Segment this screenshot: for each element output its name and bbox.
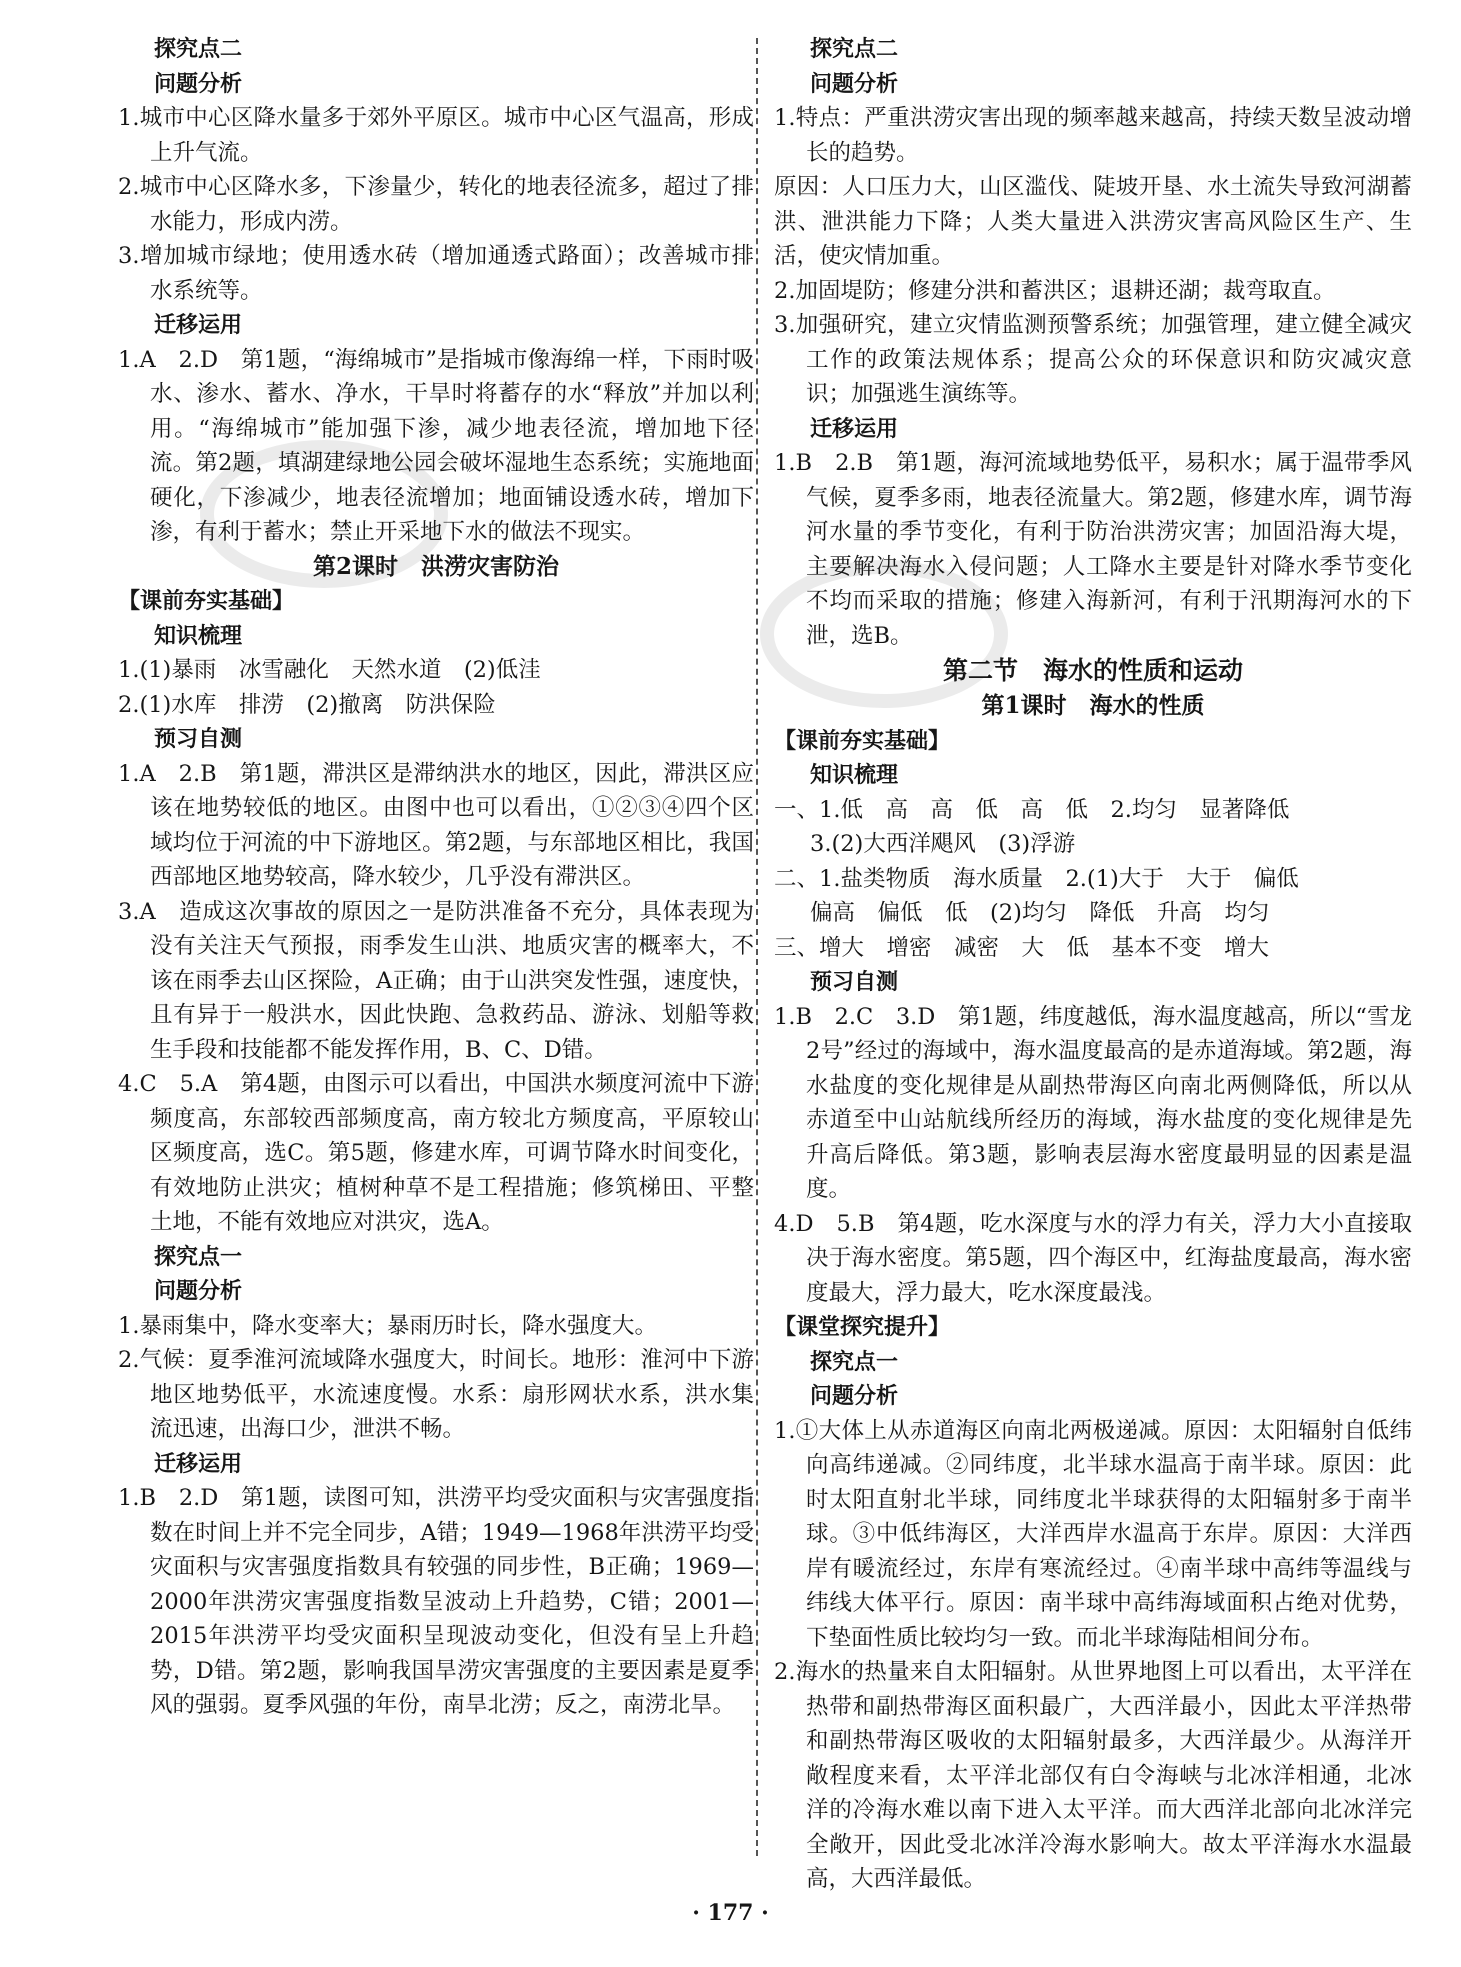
answer-paragraph: 3.加强研究，建立灾情监测预警系统；加强管理，建立健全减灾工作的政策法规体系；提高公众的环保意识和防灾减灾意识；加强逃生演练等。 [774, 312, 1412, 407]
problem-analysis-heading: 问题分析 [810, 1383, 899, 1409]
answer-paragraph: 1.B 2.B 第1题，海河流域地势低平，易积水；属于温带季风气候，夏季多雨，地表径流量大。第2题，修建水库，调节海河水量的季节变化，有利于防治洪涝灾害；加固沿海大堤，主要解决海水入侵问题；人工降水主要是针对降水季节变化不均而采取的措施；修建入海新河，有利于汛期海河水的下泄，选B。 [774, 450, 1412, 649]
transfer-practice-heading: 迁移运用 [154, 1450, 243, 1477]
answer-paragraph: 1.B 2.C 3.D 第1题，纬度越低，海水温度越高，所以“雪龙2号”经过的海域中，海水温度最高的是赤道海域。第2题，海水盐度的变化规律是从副热带海区向南北两侧降低，所以从赤道至中山站航线所经历的海域，海水盐度的变化规律是先升高后降低。第3题，影响表层海水密度最明显的因素是温度。 [774, 1003, 1412, 1202]
transfer-practice-heading: 迁移运用 [810, 415, 899, 442]
preview-test-heading: 预习自测 [810, 969, 899, 995]
column-divider [756, 38, 758, 1856]
problem-analysis-heading: 问题分析 [154, 1278, 243, 1304]
section-bracket-heading: 【课堂探究提升】 [774, 1314, 951, 1340]
knowledge-line: 偏高 偏低 低 (2)均匀 降低 升高 均匀 [810, 900, 1270, 926]
answer-paragraph: 1.城市中心区降水量多于郊外平原区。城市中心区气温高，形成上升气流。 [118, 105, 754, 166]
section-bracket-heading: 【课前夯实基础】 [774, 727, 951, 754]
knowledge-line: 一、1.低 高 高 低 高 低 2.均匀 显著降低 [774, 796, 1290, 823]
answer-paragraph: 4.D 5.B 第4题，吃水深度与水的浮力有关，浮力大小直接取决于海水密度。第5题，四个海区中，红海盐度最高，海水密度最大，浮力最大，吃水深度最浅。 [774, 1210, 1412, 1306]
answer-paragraph: 3.增加城市绿地；使用透水砖（增加通透式路面）；改善城市排水系统等。 [118, 243, 754, 304]
explore-point-two-heading: 探究点二 [810, 36, 899, 62]
section-title: 第二节 海水的性质和运动 [942, 656, 1243, 685]
answer-paragraph: 1.①大体上从赤道海区向南北两极递减。原因：太阳辐射自低纬向高纬递减。②同纬度，北半球水温高于南半球。原因：此时太阳直射北半球，同纬度北半球获得的太阳辐射多于南半球。③中低纬海区，大洋西岸水温高于东岸。原因：大洋西岸有暖流经过，东岸有寒流经过。④南半球中高纬等温线与纬线大体平行。原因：南半球中高纬海域面积占绝对优势，下垫面性质比较均匀一致。而北半球海陆相间分布。 [774, 1417, 1412, 1651]
explore-point-one-heading: 探究点一 [154, 1243, 243, 1270]
answer-paragraph: 原因：人口压力大，山区滥伐、陡坡开垦、水土流失导致河湖蓄洪、泄洪能力下降；人类大量进入洪涝灾害高风险区生产、生活，使灾情加重。 [774, 174, 1412, 269]
lesson-title: 第1课时 海水的性质 [981, 692, 1205, 719]
answer-paragraph: 1.B 2.D 第1题，读图可知，洪涝平均受灾面积与灾害强度指数在时间上并不完全同步，A错；1949—1968年洪涝平均受灾面积与灾害强度指数具有较强的同步性，B正确；1969—2000年洪涝灾害强度指数呈波动上升趋势，C错；2001—2015年洪涝平均受灾面积呈现波动变化，但没有呈上升趋势，D错。第2题，影响我国旱涝灾害强度的主要因素是夏季风的强弱。夏季风强的年份，南旱北涝；反之，南涝北旱。 [118, 1485, 754, 1718]
section-bracket-heading: 【课前夯实基础】 [118, 588, 295, 614]
knowledge-line: 3.(2)大西洋飓风 (3)浮游 [810, 831, 1076, 857]
answer-paragraph: 2.气候：夏季淮河流域降水强度大，时间长。地形：淮河中下游地区地势低平，水流速度慢。水系：扇形网状水系，洪水集流迅速，出海口少，泄洪不畅。 [118, 1347, 754, 1442]
transfer-practice-heading: 迁移运用 [154, 312, 243, 338]
explore-point-two-heading: 探究点二 [154, 36, 243, 62]
problem-analysis-heading: 问题分析 [810, 70, 899, 97]
preview-test-heading: 预习自测 [154, 726, 243, 752]
knowledge-line: 1.(1)暴雨 冰雪融化 天然水道 (2)低洼 [118, 657, 541, 683]
answer-paragraph: 1.暴雨集中，降水变率大；暴雨历时长，降水强度大。 [118, 1312, 657, 1339]
answer-paragraph: 3.A 造成这次事故的原因之一是防洪准备不充分，具体表现为没有关注天气预报，雨季发生山洪、地质灾害的概率大，不该在雨季去山区探险，A正确；由于山洪突发性强，速度快，且有异于一般洪水，因此快跑、急救药品、游泳、划船等救生手段和技能都不能发挥作用，B、C、D错。 [118, 898, 754, 1063]
answer-paragraph: 1.A 2.D 第1题，“海绵城市”是指城市像海绵一样，下雨时吸水、渗水、蓄水、净水，干旱时将蓄存的水“释放”并加以利用。“海绵城市”能加强下渗，减少地表径流，增加地下径流。第2题，填湖建绿地公园会破坏湿地生态系统；实施地面硬化，下渗减少，地表径流增加；地面铺设透水砖，增加下渗，有利于蓄水；禁止开采地下水的做法不现实。 [118, 346, 754, 545]
answer-paragraph: 2.加固堤防；修建分洪和蓄洪区；退耕还湖；裁弯取直。 [774, 277, 1336, 304]
left-column [118, 32, 754, 1723]
answer-paragraph: 2.海水的热量来自太阳辐射。从世界地图上可以看出，太平洋在热带和副热带海区面积最广，大西洋最小，因此太平洋热带和副热带海区吸收的太阳辐射最多，大西洋最少。从海洋开敞程度来看，太平洋北部仅有白令海峡与北冰洋相通，北冰洋的冷海水难以南下进入太平洋。而大西洋北部向北冰洋完全敞开，因此受北冰洋冷海水影响大。故太平洋海水水温最高，大西洋最低。 [774, 1659, 1412, 1892]
answer-paragraph: 1.特点：严重洪涝灾害出现的频率越来越高，持续天数呈波动增长的趋势。 [774, 105, 1412, 166]
knowledge-line: 2.(1)水库 排涝 (2)撤离 防洪保险 [118, 691, 496, 718]
explore-point-one-heading: 探究点一 [810, 1348, 899, 1375]
page-number: · 177 · [692, 1900, 769, 1926]
right-column [774, 32, 1412, 1897]
knowledge-line: 二、1.盐类物质 海水质量 2.(1)大于 大于 偏低 [774, 865, 1299, 892]
knowledge-review-heading: 知识梳理 [154, 622, 243, 649]
knowledge-review-heading: 知识梳理 [810, 762, 899, 788]
problem-analysis-heading: 问题分析 [154, 70, 243, 97]
lesson-title: 第2课时 洪涝灾害防治 [312, 552, 559, 580]
answer-paragraph: 2.城市中心区降水多，下渗量少，转化的地表径流多，超过了排水能力，形成内涝。 [118, 174, 754, 235]
knowledge-line: 三、增大 增密 减密 大 低 基本不变 增大 [774, 934, 1270, 961]
answer-paragraph: 1.A 2.B 第1题，滞洪区是滞纳洪水的地区，因此，滞洪区应该在地势较低的地区。由图中也可以看出，①②③④四个区域均位于河流的中下游地区。第2题，与东部地区相比，我国西部地区地势较高，降水较少，几乎没有滞洪区。 [118, 760, 754, 890]
answer-paragraph: 4.C 5.A 第4题，由图示可以看出，中国洪水频度河流中下游频度高，东部较西部频度高，南方较北方频度高，平原较山区频度高，选C。第5题，修建水库，可调节降水时间变化，有效地防止洪灾；植树种草不是工程措施；修筑梯田、平整土地，不能有效地应对洪灾，选A。 [118, 1071, 754, 1235]
